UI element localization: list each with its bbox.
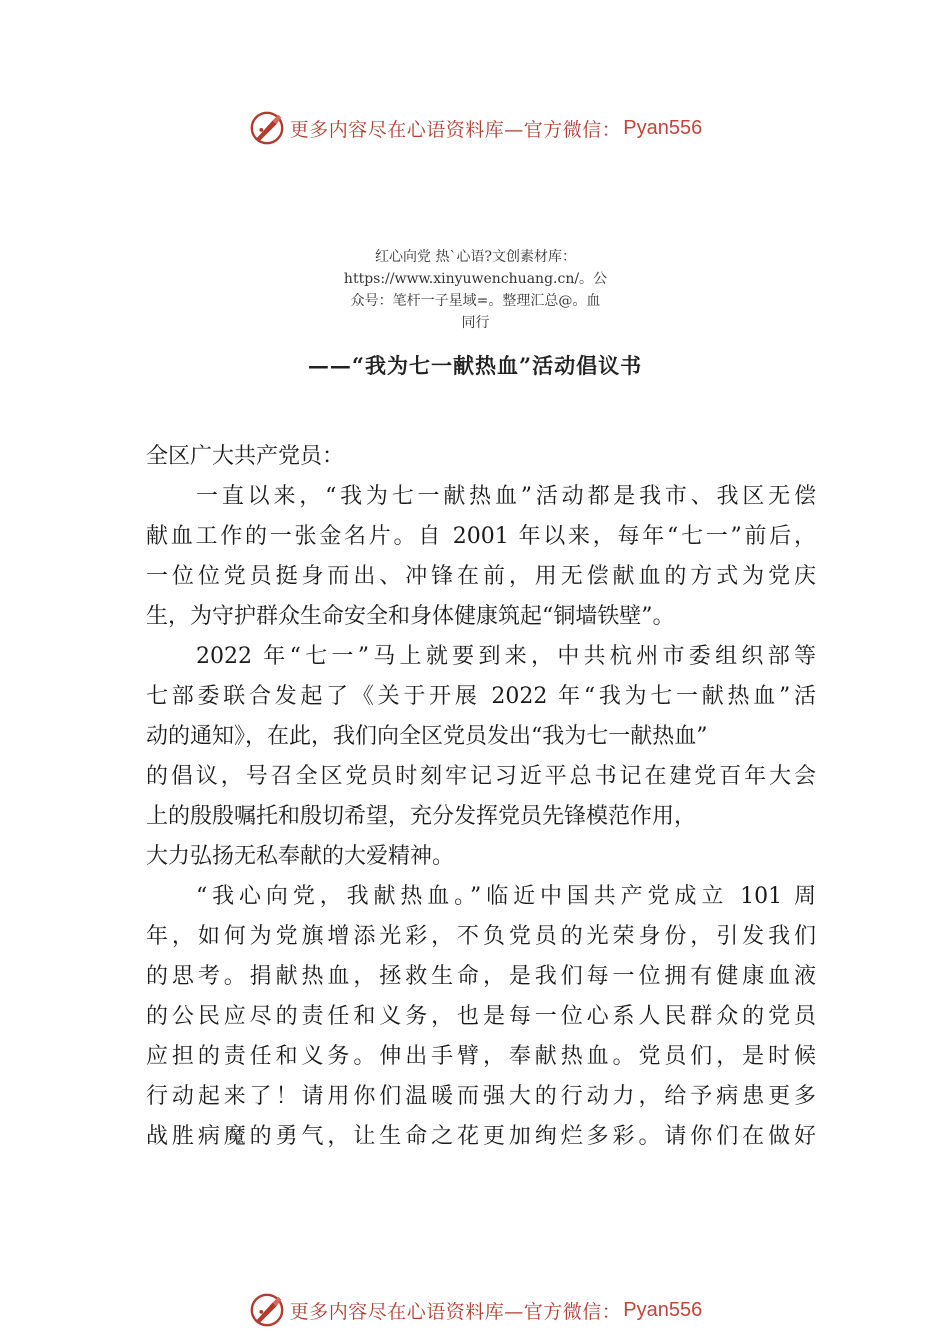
- body-line: 动的通知》，在此，我们向全区党员发出“我为七一献热血”: [146, 724, 708, 749]
- body-line: 战胜病魔的勇气，让生命之花更加绚烂多彩。请你们在做好: [146, 1124, 816, 1149]
- body-line: 上的殷殷嘱托和殷切希望，充分发挥党员先锋模范作用，: [146, 804, 697, 829]
- document-header-note: [318, 246, 633, 334]
- header-line: https://www.xinyuwenchuang.cn/。公: [343, 271, 608, 287]
- body-line: 一位位党员挺身而出、冲锋在前，用无偿献血的方式为党庆: [146, 564, 816, 589]
- pen-logo-icon: [248, 109, 286, 147]
- top-watermark-banner: [0, 106, 950, 150]
- body-line: “我心向党，我献热血。”临近中国共产党成立 101 周: [196, 884, 816, 909]
- salutation: 全区广大共产党员：: [146, 444, 345, 469]
- body-line: 七部委联合发起了《关于开展 2022 年“我为七一献热血”活: [146, 684, 816, 709]
- body-line: 一直以来，“我为七一献热血”活动都是我市、我区无偿: [196, 484, 816, 509]
- banner-text: 更多内容尽在心语资料库—官方微信：: [289, 118, 622, 141]
- banner-wechat-id: Pyan556: [623, 116, 703, 139]
- pen-logo-icon: [248, 1291, 286, 1329]
- bottom-watermark-banner: [0, 1288, 950, 1332]
- body-line: 的公民应尽的责任和义务，也是每一位心系人民群众的党员: [146, 1004, 816, 1029]
- document-body: [146, 437, 816, 1157]
- body-line: 的思考。捐献热血，拯救生命，是我们每一位拥有健康血液: [146, 964, 816, 989]
- banner-wechat-id: Pyan556: [623, 1298, 703, 1321]
- header-line: 红心向党 热`心语?文创素材库：: [375, 249, 576, 265]
- document-title: ——“我为七一献热血”活动倡议书: [307, 353, 643, 378]
- body-line: 2022 年“七一”马上就要到来，中共杭州市委组织部等: [196, 644, 816, 669]
- body-line: 年，如何为党旗增添光彩，不负党员的光荣身份，引发我们: [146, 924, 816, 949]
- body-line: 行动起来了！请用你们温暖而强大的行动力，给予病患更多: [146, 1084, 816, 1109]
- body-line: 大力弘扬无私奉献的大爱精神。: [146, 844, 455, 869]
- banner-text: 更多内容尽在心语资料库—官方微信：: [289, 1300, 622, 1323]
- body-line: 生，为守护群众生命安全和身体健康筑起“铜墙铁壁”。: [146, 604, 675, 629]
- body-line: 应担的责任和义务。伸出手臂，奉献热血。党员们，是时候: [146, 1044, 816, 1069]
- body-line: 献血工作的一张金名片。自 2001 年以来，每年“七一”前后，: [146, 524, 816, 549]
- header-line: 众号：笔杆一子星域=。整理汇总@。血: [350, 293, 601, 309]
- header-line: 同行: [461, 315, 490, 331]
- body-line: 的倡议，号召全区党员时刻牢记习近平总书记在建党百年大会: [146, 764, 816, 789]
